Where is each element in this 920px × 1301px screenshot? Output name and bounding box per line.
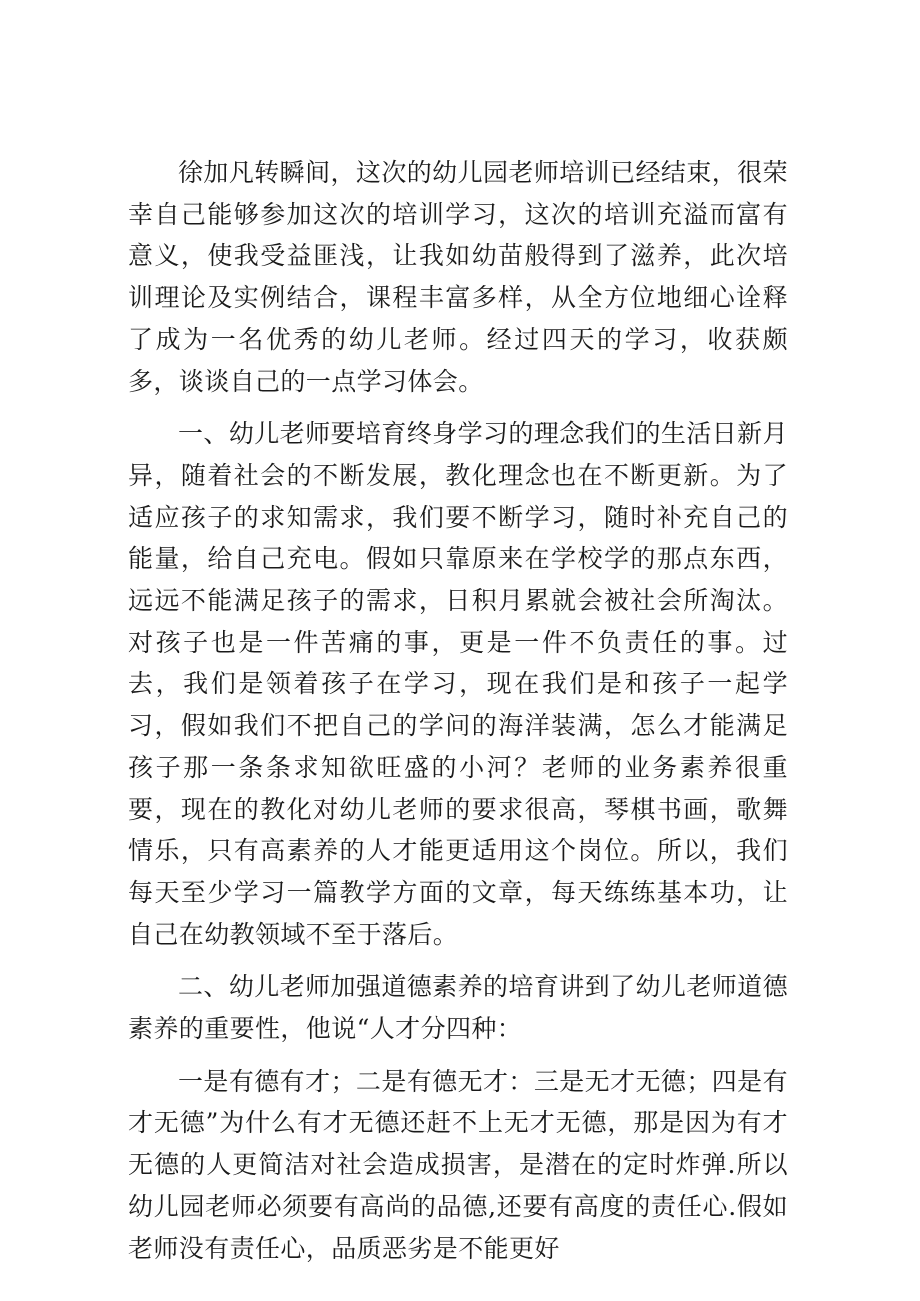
paragraph-lifelong-learning: 一、幼儿老师要培育终身学习的理念我们的生活日新月异，随着社会的不断发展，教化理念也在不断更新。为了适应孩子的求知需求，我们要不断学习，随时补充自己的能量，给自己充电。假如只靠原来在学校学的那点东西，远远不能满足孩子的需求，日积月累就会被社会所淘汰。对孩子也是一件苦痛的事，更是一件不负责任的事。过去，我们是领着孩子在学习，现在我们是和孩子一起学习，假如我们不把自己的学问的海洋装满，怎么才能满足孩子那一条条求知欲旺盛的小河？老师的业务素养很重要，现在的教化对幼儿老师的要求很高，琴棋书画，歌舞情乐，只有高素养的人才能更适用这个岗位。所以，我们每天至少学习一篇教学方面的文章，每天练练基本功，让自己在幼教领域不至于落后。 (128, 419, 788, 949)
paragraph-four-types: 一是有德有才；二是有德无才：三是无才无德；四是有才无德”为什么有才无德还赶不上无才无德，那是因为有才无德的人更简洁对社会造成损害，是潜在的定时炸弹.所以幼儿园老师必须要有高尚的品德,还要有高度的责任心.假如老师没有责任心，品质恶劣是不能更好 (128, 1066, 788, 1263)
paragraph-moral-literacy: 二、幼儿老师加强道德素养的培育讲到了幼儿老师道德素养的重要性，他说“人才分四种： (128, 972, 788, 1044)
document-body (128, 152, 788, 1280)
paragraph-intro: 徐加凡转瞬间，这次的幼儿园老师培训已经结束，很荣幸自己能够参加这次的培训学习，这次的培训充溢而富有意义，使我受益匪浅，让我如幼苗般得到了滋养，此次培训理论及实例结合，课程丰富多样，从全方位地细心诠释了成为一名优秀的幼儿老师。经过四天的学习，收获颇多，谈谈自己的一点学习体会。 (128, 158, 788, 396)
